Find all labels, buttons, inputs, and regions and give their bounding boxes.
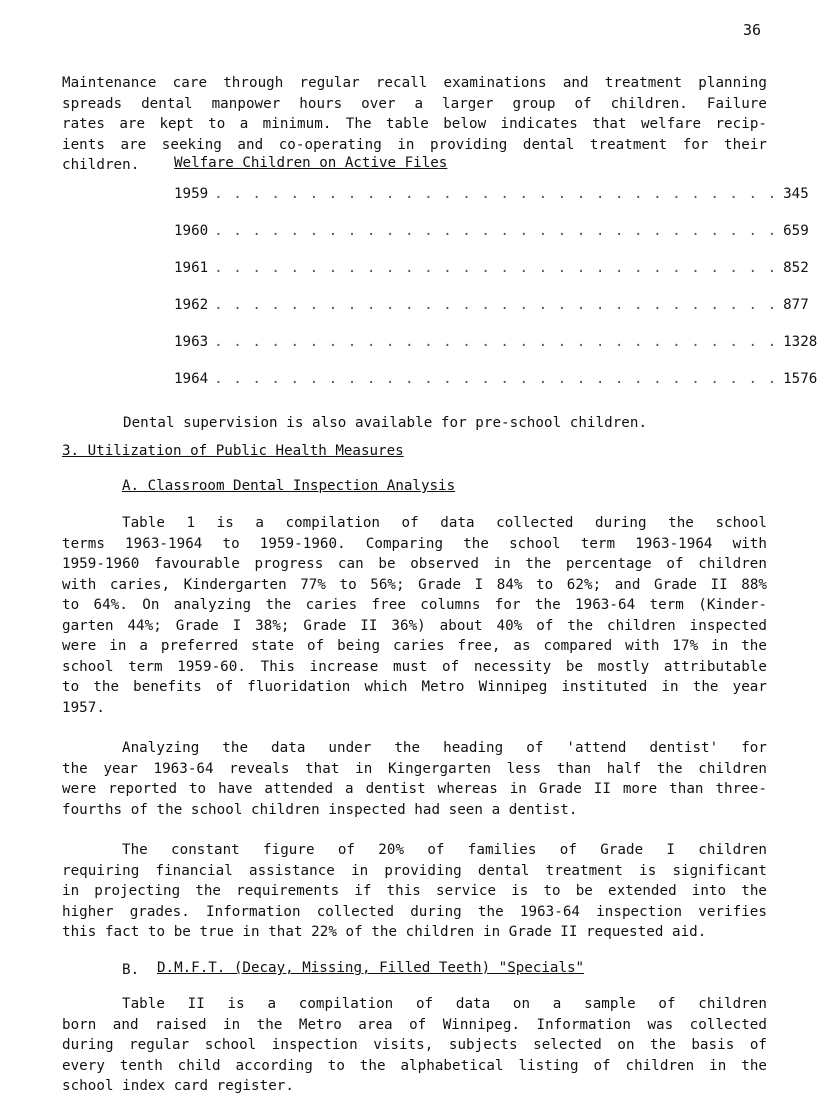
preschool-note: Dental supervision is also available for pre-school children.: [123, 415, 648, 431]
row-year: 1960: [174, 223, 209, 239]
text-line: rates are kept to a minimum. The table below indicates that welfare recip-: [62, 116, 767, 132]
welfare-table: [174, 186, 817, 408]
text-line: Analyzing the data under the heading of 'attend dentist' for: [122, 740, 767, 756]
text-line: Maintenance care through regular recall examinations and treatment planning: [62, 75, 767, 91]
text-line: with caries, Kindergarten 77% to 56%; Grade I 84% to 62%; and Grade II 88%: [62, 576, 767, 593]
text-line: 1957.: [62, 699, 105, 716]
text-line: during regular school inspection visits, subjects selected on the basis of: [62, 1037, 767, 1053]
paragraph-a1: [62, 513, 767, 718]
text-line: to the benefits of fluoridation which Metro Winnipeg instituted in the year: [62, 679, 767, 695]
text-line: 1959-1960 favourable progress can be observed in the percentage of children: [62, 556, 767, 572]
text-line: higher grades. Information collected during the 1963-64 inspection verifies: [62, 903, 767, 920]
text-line: born and raised in the Metro area of Winnipeg. Information was collected: [62, 1016, 767, 1033]
dot-leader: . . . . . . . . . . . . . . . . . . . . . . . . . . . . . .: [214, 260, 778, 276]
text-line: were in a preferred state of being caries free, as compared with 17% in the: [62, 638, 767, 654]
text-line: to 64%. On analyzing the caries free columns for the 1963-64 term (Kinder-: [62, 597, 767, 613]
row-year: 1961: [174, 260, 209, 276]
page-number: 36: [742, 21, 761, 39]
dot-leader: . . . . . . . . . . . . . . . . . . . . . . . . . . . . . .: [214, 186, 778, 202]
dot-leader: . . . . . . . . . . . . . . . . . . . . . . . . . . . . . .: [214, 223, 778, 239]
section-3-heading: 3. Utilization of Public Health Measures: [62, 443, 404, 459]
table-row: [174, 371, 817, 408]
subsection-b-prefix: B.: [122, 962, 140, 978]
text-line: terms 1963-1964 to 1959-1960. Comparing the school term 1963-1964 with: [62, 535, 767, 552]
row-value: 345: [783, 186, 809, 202]
text-line: spreads dental manpower hours over a larger group of children. Failure: [62, 95, 767, 112]
table-row: [174, 260, 809, 297]
row-value: 1328: [783, 334, 817, 350]
text-line: The constant figure of 20% of families of Grade I children: [122, 842, 767, 858]
row-value: 852: [783, 260, 809, 276]
dot-leader: . . . . . . . . . . . . . . . . . . . . . . . . . . . . . .: [214, 371, 778, 387]
text-line: the year 1963-64 reveals that in Kingergarten less than half the children: [62, 760, 767, 777]
row-year: 1959: [174, 186, 209, 202]
text-line: in projecting the requirements if this service is to be extended into the: [62, 883, 767, 899]
text-line: were reported to have attended a dentist whereas in Grade II more than three-: [62, 781, 767, 797]
text-line: this fact to be true in that 22% of the children in Grade II requested aid.: [62, 924, 707, 940]
row-year: 1963: [174, 334, 209, 350]
table-row: [174, 334, 817, 371]
dot-leader: . . . . . . . . . . . . . . . . . . . . . . . . . . . . . .: [214, 334, 778, 350]
row-value: 659: [783, 223, 809, 239]
text-line: fourths of the school children inspected had seen a dentist.: [62, 801, 578, 818]
text-line: school term 1959-60. This increase must of necessity be mostly attributable: [62, 658, 767, 675]
table-title: Welfare Children on Active Files: [174, 155, 448, 171]
text-line: garten 44%; Grade I 38%; Grade II 36%) about 40% of the children inspected: [62, 617, 767, 634]
text-line: school index card register.: [62, 1078, 294, 1094]
paragraph-b1: [62, 994, 767, 1097]
paragraph-a3: [62, 840, 767, 943]
text-line: ients are seeking and co-operating in providing dental treatment for their: [62, 136, 767, 153]
row-year: 1964: [174, 371, 209, 387]
paragraph-a2: [62, 738, 767, 820]
subsection-a-heading: A. Classroom Dental Inspection Analysis: [122, 478, 456, 494]
row-value: 877: [783, 297, 809, 313]
table-row: [174, 297, 809, 334]
row-value: 1576: [783, 371, 817, 387]
text-line: children.: [62, 157, 140, 173]
text-line: Table 1 is a compilation of data collected during the school: [122, 515, 767, 531]
table-row: [174, 223, 809, 260]
text-line: every tenth child according to the alphabetical listing of children in the: [62, 1057, 767, 1074]
row-year: 1962: [174, 297, 209, 313]
text-line: Table II is a compilation of data on a sample of children: [122, 996, 767, 1012]
dot-leader: . . . . . . . . . . . . . . . . . . . . . . . . . . . . . .: [214, 297, 778, 313]
table-row: [174, 186, 809, 223]
subsection-b-heading: D.M.F.T. (Decay, Missing, Filled Teeth) "Specials": [157, 960, 585, 976]
text-line: requiring financial assistance in providing dental treatment is significant: [62, 862, 767, 879]
